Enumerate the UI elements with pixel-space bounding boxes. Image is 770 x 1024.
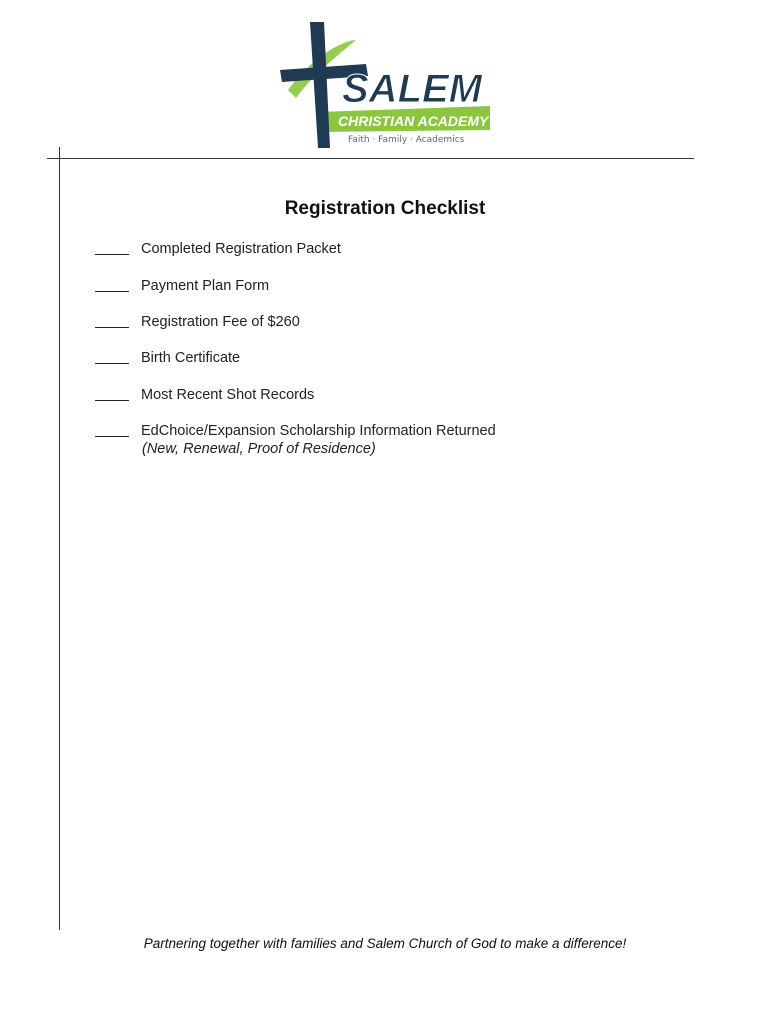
logo-word: SALEM bbox=[342, 67, 482, 111]
check-blank bbox=[95, 436, 129, 437]
checklist-item-label: Registration Fee of $260 bbox=[141, 314, 300, 330]
margin-rule bbox=[59, 147, 60, 930]
checklist-item-label: EdChoice/Expansion Scholarship Information Returned bbox=[141, 423, 496, 439]
logo-banner-text: CHRISTIAN ACADEMY bbox=[338, 113, 489, 129]
checklist-item-note: (New, Renewal, Proof of Residence) bbox=[142, 441, 376, 457]
header-rule bbox=[47, 158, 694, 159]
check-blank bbox=[95, 254, 129, 255]
checklist-item-label: Birth Certificate bbox=[141, 350, 241, 366]
page-title: Registration Checklist bbox=[284, 198, 486, 219]
logo-tagline: Faith · Family · Academics bbox=[348, 135, 465, 145]
checklist-item-label: Most Recent Shot Records bbox=[141, 387, 315, 403]
check-blank bbox=[95, 400, 129, 401]
check-blank bbox=[95, 363, 129, 364]
footer-tagline: Partnering together with families and Salem Church of God to make a difference! bbox=[143, 936, 627, 951]
checklist-item-label: Payment Plan Form bbox=[141, 278, 270, 294]
checklist-item-label: Completed Registration Packet bbox=[141, 241, 341, 257]
cross-vertical bbox=[310, 22, 330, 148]
check-blank bbox=[95, 327, 129, 328]
check-blank bbox=[95, 291, 129, 292]
school-logo bbox=[278, 20, 494, 150]
